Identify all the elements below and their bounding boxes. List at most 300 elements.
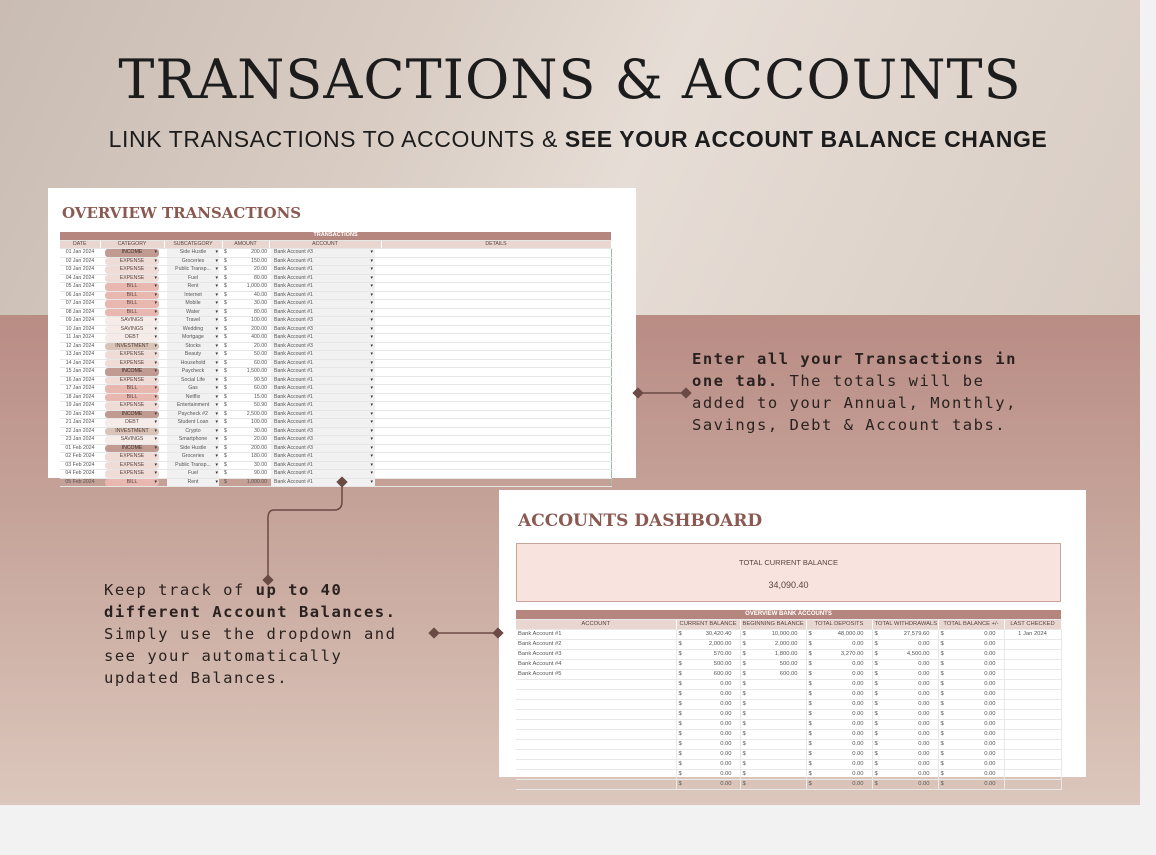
accounts-col-header[interactable]: TOTAL WITHDRAWALS	[872, 620, 938, 630]
account-current-cell[interactable]	[676, 780, 740, 790]
transaction-date[interactable]: 02 Jan 2024	[60, 257, 100, 266]
transaction-amount-cell[interactable]	[222, 317, 269, 326]
category-dropdown[interactable]: INVESTMENT ▾	[105, 428, 159, 436]
account-beginning-cell[interactable]	[740, 680, 806, 690]
transaction-details[interactable]	[381, 376, 611, 385]
transaction-date[interactable]: 05 Feb 2024	[60, 478, 100, 487]
account-last-checked[interactable]	[1004, 660, 1061, 670]
account-deposits-cell[interactable]	[806, 680, 872, 690]
transaction-details[interactable]	[381, 385, 611, 394]
subcategory-dropdown[interactable]: Student Loan ▾	[167, 419, 219, 427]
account-current-cell[interactable]	[676, 660, 740, 670]
account-beginning-cell[interactable]	[740, 780, 806, 790]
accounts-col-header[interactable]: ACCOUNT	[516, 620, 676, 630]
account-deposits-cell[interactable]	[806, 760, 872, 770]
account-deposits-cell[interactable]	[806, 700, 872, 710]
transactions-col-header[interactable]: SUBCATEGORY	[164, 240, 222, 249]
transaction-amount-cell[interactable]	[222, 427, 269, 436]
subcategory-dropdown[interactable]: Side Hustle ▾	[167, 249, 219, 257]
account-total-cell[interactable]	[938, 650, 1004, 660]
transaction-details[interactable]	[381, 308, 611, 317]
category-dropdown[interactable]: BILL ▾	[105, 283, 159, 291]
transaction-account-cell	[269, 419, 381, 428]
transaction-amount-cell[interactable]	[222, 257, 269, 266]
subcategory-dropdown[interactable]: Social Life ▾	[167, 377, 219, 385]
transaction-date[interactable]: 03 Jan 2024	[60, 266, 100, 275]
subcategory-dropdown[interactable]: Water ▾	[167, 309, 219, 317]
account-dropdown[interactable]: Bank Account #1 ▾	[271, 453, 375, 461]
account-withdrawals-cell[interactable]	[872, 680, 938, 690]
category-dropdown[interactable]: BILL ▾	[105, 394, 159, 402]
account-deposits-cell[interactable]	[806, 670, 872, 680]
account-deposits-cell[interactable]	[806, 660, 872, 670]
account-withdrawals-cell[interactable]	[872, 780, 938, 790]
account-withdrawals-cell[interactable]	[872, 670, 938, 680]
account-deposits-cell[interactable]	[806, 640, 872, 650]
account-withdrawals-cell[interactable]	[872, 700, 938, 710]
subcategory-dropdown[interactable]: Travel ▾	[167, 317, 219, 325]
account-withdrawals-cell[interactable]	[872, 740, 938, 750]
account-name[interactable]: Bank Account #4	[516, 660, 676, 670]
account-total-cell[interactable]	[938, 710, 1004, 720]
category-dropdown[interactable]: EXPENSE ▾	[105, 258, 159, 266]
transaction-date[interactable]: 04 Jan 2024	[60, 274, 100, 283]
account-dropdown[interactable]: Bank Account #1 ▾	[271, 419, 375, 427]
account-dropdown[interactable]: Bank Account #1 ▾	[271, 385, 375, 393]
transaction-date[interactable]: 06 Jan 2024	[60, 291, 100, 300]
account-current-cell[interactable]	[676, 630, 740, 640]
account-deposits-cell[interactable]	[806, 770, 872, 780]
account-current-cell[interactable]	[676, 750, 740, 760]
account-total-cell[interactable]	[938, 720, 1004, 730]
account-name[interactable]	[516, 770, 676, 780]
subcategory-dropdown[interactable]: Groceries ▾	[167, 453, 219, 461]
transaction-date[interactable]: 23 Jan 2024	[60, 436, 100, 445]
transaction-details[interactable]	[381, 283, 611, 292]
account-withdrawals-cell[interactable]	[872, 720, 938, 730]
category-dropdown[interactable]: BILL ▾	[105, 309, 159, 317]
transaction-details[interactable]	[381, 334, 611, 343]
category-dropdown[interactable]: EXPENSE ▾	[105, 453, 159, 461]
transaction-details[interactable]	[381, 274, 611, 283]
account-dropdown[interactable]: Bank Account #1 ▾	[271, 462, 375, 470]
category-dropdown[interactable]: INCOME ▾	[105, 445, 159, 453]
account-name[interactable]	[516, 730, 676, 740]
transaction-amount-cell[interactable]	[222, 283, 269, 292]
account-dropdown[interactable]: Bank Account #3 ▾	[271, 436, 375, 444]
account-withdrawals-cell[interactable]	[872, 770, 938, 780]
transaction-date[interactable]: 17 Jan 2024	[60, 385, 100, 394]
account-last-checked[interactable]	[1004, 650, 1061, 660]
account-last-checked[interactable]	[1004, 690, 1061, 700]
account-last-checked[interactable]	[1004, 720, 1061, 730]
account-dropdown[interactable]: Bank Account #1 ▾	[271, 300, 375, 308]
account-total-cell[interactable]	[938, 680, 1004, 690]
transaction-amount-cell[interactable]	[222, 274, 269, 283]
transaction-date[interactable]: 05 Jan 2024	[60, 283, 100, 292]
account-dropdown[interactable]: Bank Account #1 ▾	[271, 360, 375, 368]
transaction-amount-cell[interactable]	[222, 453, 269, 462]
account-dropdown[interactable]: Bank Account #1 ▾	[271, 411, 375, 419]
account-last-checked[interactable]	[1004, 670, 1061, 680]
account-last-checked[interactable]	[1004, 740, 1061, 750]
account-last-checked[interactable]: 1 Jan 2024	[1004, 630, 1061, 640]
account-total-cell[interactable]	[938, 690, 1004, 700]
account-name[interactable]	[516, 740, 676, 750]
account-beginning-cell[interactable]	[740, 720, 806, 730]
transaction-amount-cell[interactable]	[222, 291, 269, 300]
transaction-amount-cell[interactable]	[222, 410, 269, 419]
transaction-details[interactable]	[381, 325, 611, 334]
account-dropdown[interactable]: Bank Account #1 ▾	[271, 266, 375, 274]
account-dropdown[interactable]: Bank Account #1 ▾	[271, 258, 375, 266]
account-deposits-cell[interactable]	[806, 780, 872, 790]
transaction-date[interactable]: 03 Feb 2024	[60, 461, 100, 470]
transaction-date[interactable]: 11 Jan 2024	[60, 334, 100, 343]
category-dropdown[interactable]: BILL ▾	[105, 479, 159, 487]
account-withdrawals-cell[interactable]	[872, 750, 938, 760]
account-total-cell[interactable]	[938, 730, 1004, 740]
transaction-amount-cell[interactable]	[222, 444, 269, 453]
category-dropdown[interactable]: SAVINGS ▾	[105, 326, 159, 334]
account-total-cell[interactable]	[938, 640, 1004, 650]
transaction-amount-cell[interactable]	[222, 351, 269, 360]
transaction-date[interactable]: 02 Feb 2024	[60, 453, 100, 462]
transaction-details[interactable]	[381, 470, 611, 479]
account-total-cell[interactable]	[938, 740, 1004, 750]
account-dropdown[interactable]: Bank Account #1 ▾	[271, 394, 375, 402]
transactions-col-header[interactable]: DATE	[60, 240, 100, 249]
account-current-cell[interactable]	[676, 680, 740, 690]
transaction-details[interactable]	[381, 478, 611, 487]
transaction-date[interactable]: 01 Feb 2024	[60, 444, 100, 453]
account-beginning-cell[interactable]	[740, 750, 806, 760]
account-name[interactable]	[516, 720, 676, 730]
subcategory-dropdown[interactable]: Rent ▾	[167, 479, 219, 487]
subcategory-dropdown[interactable]: Fuel ▾	[167, 275, 219, 283]
account-total-cell[interactable]	[938, 700, 1004, 710]
account-deposits-cell[interactable]	[806, 720, 872, 730]
account-beginning-cell[interactable]	[740, 690, 806, 700]
category-dropdown[interactable]: EXPENSE ▾	[105, 360, 159, 368]
transactions-col-header[interactable]: ACCOUNT	[269, 240, 381, 249]
account-name[interactable]	[516, 760, 676, 770]
account-dropdown[interactable]: Bank Account #3 ▾	[271, 326, 375, 334]
account-dropdown[interactable]: Bank Account #3 ▾	[271, 445, 375, 453]
transaction-date[interactable]: 19 Jan 2024	[60, 402, 100, 411]
transaction-details[interactable]	[381, 342, 611, 351]
account-last-checked[interactable]	[1004, 710, 1061, 720]
account-dropdown[interactable]: Bank Account #1 ▾	[271, 479, 375, 487]
account-current-cell[interactable]	[676, 690, 740, 700]
account-beginning-cell[interactable]	[740, 630, 806, 640]
transaction-details[interactable]	[381, 453, 611, 462]
transaction-details[interactable]	[381, 291, 611, 300]
account-beginning-cell[interactable]	[740, 650, 806, 660]
transaction-date[interactable]: 15 Jan 2024	[60, 368, 100, 377]
accounts-col-header[interactable]: CURRENT BALANCE	[676, 620, 740, 630]
category-dropdown[interactable]: EXPENSE ▾	[105, 462, 159, 470]
account-current-cell[interactable]	[676, 760, 740, 770]
account-withdrawals-cell[interactable]	[872, 660, 938, 670]
subcategory-dropdown[interactable]: Mobile ▾	[167, 300, 219, 308]
category-dropdown[interactable]: EXPENSE ▾	[105, 470, 159, 478]
account-current-cell[interactable]	[676, 700, 740, 710]
category-dropdown[interactable]: EXPENSE ▾	[105, 275, 159, 283]
transaction-amount-cell[interactable]	[222, 385, 269, 394]
account-deposits-cell[interactable]	[806, 630, 872, 640]
account-withdrawals-cell[interactable]	[872, 730, 938, 740]
subcategory-dropdown[interactable]: Beauty ▾	[167, 351, 219, 359]
transaction-details[interactable]	[381, 461, 611, 470]
accounts-col-header[interactable]: BEGINNING BALANCE	[740, 620, 806, 630]
currency-symbol: $	[808, 751, 812, 758]
account-dropdown[interactable]: Bank Account #1 ▾	[271, 275, 375, 283]
transaction-date[interactable]: 22 Jan 2024	[60, 427, 100, 436]
account-deposits-cell[interactable]	[806, 750, 872, 760]
account-deposits-cell[interactable]	[806, 710, 872, 720]
transaction-date[interactable]: 04 Feb 2024	[60, 470, 100, 479]
account-deposits-cell[interactable]	[806, 730, 872, 740]
transaction-date[interactable]: 09 Jan 2024	[60, 317, 100, 326]
subcategory-dropdown[interactable]: Crypto ▾	[167, 428, 219, 436]
account-dropdown[interactable]: Bank Account #1 ▾	[271, 470, 375, 478]
category-dropdown[interactable]: BILL ▾	[105, 385, 159, 393]
account-total-value: 0.00	[984, 751, 996, 758]
account-dropdown[interactable]: Bank Account #3 ▾	[271, 343, 375, 351]
category-dropdown[interactable]: BILL ▾	[105, 300, 159, 308]
category-dropdown[interactable]: DEBT ▾	[105, 334, 159, 342]
transaction-date[interactable]: 20 Jan 2024	[60, 410, 100, 419]
subcategory-dropdown[interactable]: Groceries ▾	[167, 258, 219, 266]
category-dropdown[interactable]: EXPENSE ▾	[105, 377, 159, 385]
account-beginning-value: 500.00	[779, 661, 798, 668]
account-dropdown[interactable]: Bank Account #1 ▾	[271, 334, 375, 342]
account-beginning-cell[interactable]	[740, 740, 806, 750]
subcategory-dropdown[interactable]: Mortgage ▾	[167, 334, 219, 342]
account-name[interactable]: Bank Account #1	[516, 630, 676, 640]
account-name[interactable]	[516, 780, 676, 790]
transaction-details[interactable]	[381, 419, 611, 428]
transaction-amount-cell[interactable]	[222, 436, 269, 445]
transaction-details[interactable]	[381, 257, 611, 266]
account-beginning-cell[interactable]	[740, 700, 806, 710]
transaction-amount-cell[interactable]	[222, 249, 269, 258]
account-last-checked[interactable]	[1004, 780, 1061, 790]
subcategory-dropdown[interactable]: Entertainment ▾	[167, 402, 219, 410]
account-current-cell[interactable]	[676, 730, 740, 740]
account-last-checked[interactable]	[1004, 760, 1061, 770]
account-withdrawals-cell[interactable]	[872, 640, 938, 650]
account-name[interactable]	[516, 680, 676, 690]
account-dropdown[interactable]: Bank Account #1 ▾	[271, 283, 375, 291]
category-dropdown[interactable]: INVESTMENT ▾	[105, 343, 159, 351]
subcategory-dropdown[interactable]: Paycheck #2 ▾	[167, 411, 219, 419]
transaction-subcategory-cell	[164, 325, 222, 334]
category-dropdown[interactable]: INCOME ▾	[105, 249, 159, 257]
transaction-amount-cell[interactable]	[222, 393, 269, 402]
subcategory-dropdown[interactable]: Public Transp... ▾	[167, 266, 219, 274]
transactions-col-header[interactable]: CATEGORY	[100, 240, 164, 249]
transaction-amount-cell[interactable]	[222, 402, 269, 411]
transaction-amount-cell[interactable]	[222, 359, 269, 368]
transaction-date[interactable]: 07 Jan 2024	[60, 300, 100, 309]
account-name[interactable]: Bank Account #2	[516, 640, 676, 650]
account-dropdown[interactable]: Bank Account #1 ▾	[271, 292, 375, 300]
transaction-date[interactable]: 08 Jan 2024	[60, 308, 100, 317]
subcategory-dropdown[interactable]: Household ▾	[167, 360, 219, 368]
account-beginning-cell[interactable]	[740, 730, 806, 740]
account-total-cell[interactable]	[938, 670, 1004, 680]
account-dropdown[interactable]: Bank Account #1 ▾	[271, 368, 375, 376]
account-last-checked[interactable]	[1004, 770, 1061, 780]
transaction-date[interactable]: 10 Jan 2024	[60, 325, 100, 334]
transaction-account-cell	[269, 385, 381, 394]
account-last-checked[interactable]	[1004, 730, 1061, 740]
subcategory-dropdown[interactable]: Smartphone ▾	[167, 436, 219, 444]
account-deposits-cell[interactable]	[806, 690, 872, 700]
transaction-amount-cell[interactable]	[222, 342, 269, 351]
account-withdrawals-cell[interactable]	[872, 710, 938, 720]
account-beginning-cell[interactable]	[740, 640, 806, 650]
transaction-details[interactable]	[381, 427, 611, 436]
account-name[interactable]	[516, 700, 676, 710]
account-name[interactable]	[516, 750, 676, 760]
account-dropdown[interactable]: Bank Account #3 ▾	[271, 317, 375, 325]
account-total-cell[interactable]	[938, 750, 1004, 760]
transaction-date[interactable]: 21 Jan 2024	[60, 419, 100, 428]
account-beginning-cell[interactable]	[740, 670, 806, 680]
transaction-details[interactable]	[381, 300, 611, 309]
transaction-details[interactable]	[381, 266, 611, 275]
subcategory-dropdown[interactable]: Fuel ▾	[167, 470, 219, 478]
subcategory-dropdown[interactable]: Netflix ▾	[167, 394, 219, 402]
transaction-amount: 20.00	[254, 266, 267, 273]
account-name[interactable]	[516, 710, 676, 720]
transaction-date[interactable]: 16 Jan 2024	[60, 376, 100, 385]
subcategory-dropdown[interactable]: Wedding ▾	[167, 326, 219, 334]
category-dropdown[interactable]: INCOME ▾	[105, 368, 159, 376]
transaction-amount-cell[interactable]	[222, 461, 269, 470]
category-dropdown[interactable]: DEBT ▾	[105, 419, 159, 427]
transaction-amount-cell[interactable]	[222, 376, 269, 385]
account-withdrawals-cell[interactable]	[872, 690, 938, 700]
category-dropdown[interactable]: INCOME ▾	[105, 411, 159, 419]
account-beginning-cell[interactable]	[740, 660, 806, 670]
account-beginning-cell[interactable]	[740, 770, 806, 780]
category-dropdown[interactable]: EXPENSE ▾	[105, 351, 159, 359]
account-last-checked[interactable]	[1004, 680, 1061, 690]
transaction-details[interactable]	[381, 402, 611, 411]
transaction-details[interactable]	[381, 249, 611, 258]
account-beginning-cell[interactable]	[740, 710, 806, 720]
account-deposits-cell[interactable]	[806, 740, 872, 750]
account-dropdown[interactable]: Bank Account #1 ▾	[271, 402, 375, 410]
subcategory-dropdown[interactable]: Public Transp... ▾	[167, 462, 219, 470]
account-current-cell[interactable]	[676, 650, 740, 660]
transaction-date[interactable]: 13 Jan 2024	[60, 351, 100, 360]
account-current-cell[interactable]	[676, 670, 740, 680]
accounts-col-header[interactable]: LAST CHECKED	[1004, 620, 1061, 630]
transaction-details[interactable]	[381, 436, 611, 445]
transaction-date[interactable]: 12 Jan 2024	[60, 342, 100, 351]
transaction-date[interactable]: 01 Jan 2024	[60, 249, 100, 258]
account-total-cell[interactable]	[938, 630, 1004, 640]
transaction-details[interactable]	[381, 351, 611, 360]
transaction-amount-cell[interactable]	[222, 325, 269, 334]
category-dropdown[interactable]: SAVINGS ▾	[105, 436, 159, 444]
account-beginning-cell[interactable]	[740, 760, 806, 770]
transaction-amount-cell[interactable]	[222, 308, 269, 317]
account-current-cell[interactable]	[676, 710, 740, 720]
accounts-col-header[interactable]: TOTAL DEPOSITS	[806, 620, 872, 630]
subcategory-dropdown[interactable]: Side Hustle ▾	[167, 445, 219, 453]
account-current-cell[interactable]	[676, 720, 740, 730]
account-last-checked[interactable]	[1004, 640, 1061, 650]
account-name[interactable]	[516, 690, 676, 700]
account-withdrawals-cell[interactable]	[872, 760, 938, 770]
transaction-details[interactable]	[381, 359, 611, 368]
accounts-col-header[interactable]: TOTAL BALANCE +/-	[938, 620, 1004, 630]
subcategory-dropdown[interactable]: Internet ▾	[167, 292, 219, 300]
transaction-amount-cell[interactable]	[222, 368, 269, 377]
account-dropdown[interactable]: Bank Account #1 ▾	[271, 351, 375, 359]
account-withdrawals-cell[interactable]	[872, 630, 938, 640]
account-current-cell[interactable]	[676, 740, 740, 750]
category-dropdown[interactable]: BILL ▾	[105, 292, 159, 300]
transactions-col-header[interactable]: AMOUNT	[222, 240, 269, 249]
account-dropdown[interactable]: Bank Account #3 ▾	[271, 428, 375, 436]
transaction-amount-cell[interactable]	[222, 266, 269, 275]
account-last-checked[interactable]	[1004, 700, 1061, 710]
transaction-date[interactable]: 18 Jan 2024	[60, 393, 100, 402]
account-total-cell[interactable]	[938, 660, 1004, 670]
category-dropdown[interactable]: SAVINGS ▾	[105, 317, 159, 325]
transaction-amount-cell[interactable]	[222, 300, 269, 309]
account-total-cell[interactable]	[938, 760, 1004, 770]
subcategory-dropdown[interactable]: Gas ▾	[167, 385, 219, 393]
account-name[interactable]: Bank Account #3	[516, 650, 676, 660]
subcategory-dropdown[interactable]: Rent ▾	[167, 283, 219, 291]
transaction-details[interactable]	[381, 368, 611, 377]
account-current-cell[interactable]	[676, 770, 740, 780]
account-dropdown[interactable]: Bank Account #1 ▾	[271, 377, 375, 385]
transaction-amount-cell[interactable]	[222, 334, 269, 343]
account-total-cell[interactable]	[938, 780, 1004, 790]
account-last-checked[interactable]	[1004, 750, 1061, 760]
subcategory-dropdown[interactable]: Paycheck ▾	[167, 368, 219, 376]
account-withdrawals-cell[interactable]	[872, 650, 938, 660]
account-name[interactable]: Bank Account #5	[516, 670, 676, 680]
transaction-date[interactable]: 14 Jan 2024	[60, 359, 100, 368]
category-dropdown[interactable]: EXPENSE ▾	[105, 266, 159, 274]
transaction-amount-cell[interactable]	[222, 419, 269, 428]
transaction-account-cell	[269, 453, 381, 462]
account-current-cell[interactable]	[676, 640, 740, 650]
account-dropdown[interactable]: Bank Account #3 ▾	[271, 249, 375, 257]
account-deposits-cell[interactable]	[806, 650, 872, 660]
transactions-col-header[interactable]: DETAILS	[381, 240, 611, 249]
transaction-details[interactable]	[381, 317, 611, 326]
transaction-details[interactable]	[381, 410, 611, 419]
category-dropdown[interactable]: EXPENSE ▾	[105, 402, 159, 410]
transaction-details[interactable]	[381, 393, 611, 402]
transaction-details[interactable]	[381, 444, 611, 453]
account-total-cell[interactable]	[938, 770, 1004, 780]
account-dropdown[interactable]: Bank Account #1 ▾	[271, 309, 375, 317]
currency-symbol: $	[224, 436, 227, 443]
subcategory-dropdown[interactable]: Stocks ▾	[167, 343, 219, 351]
